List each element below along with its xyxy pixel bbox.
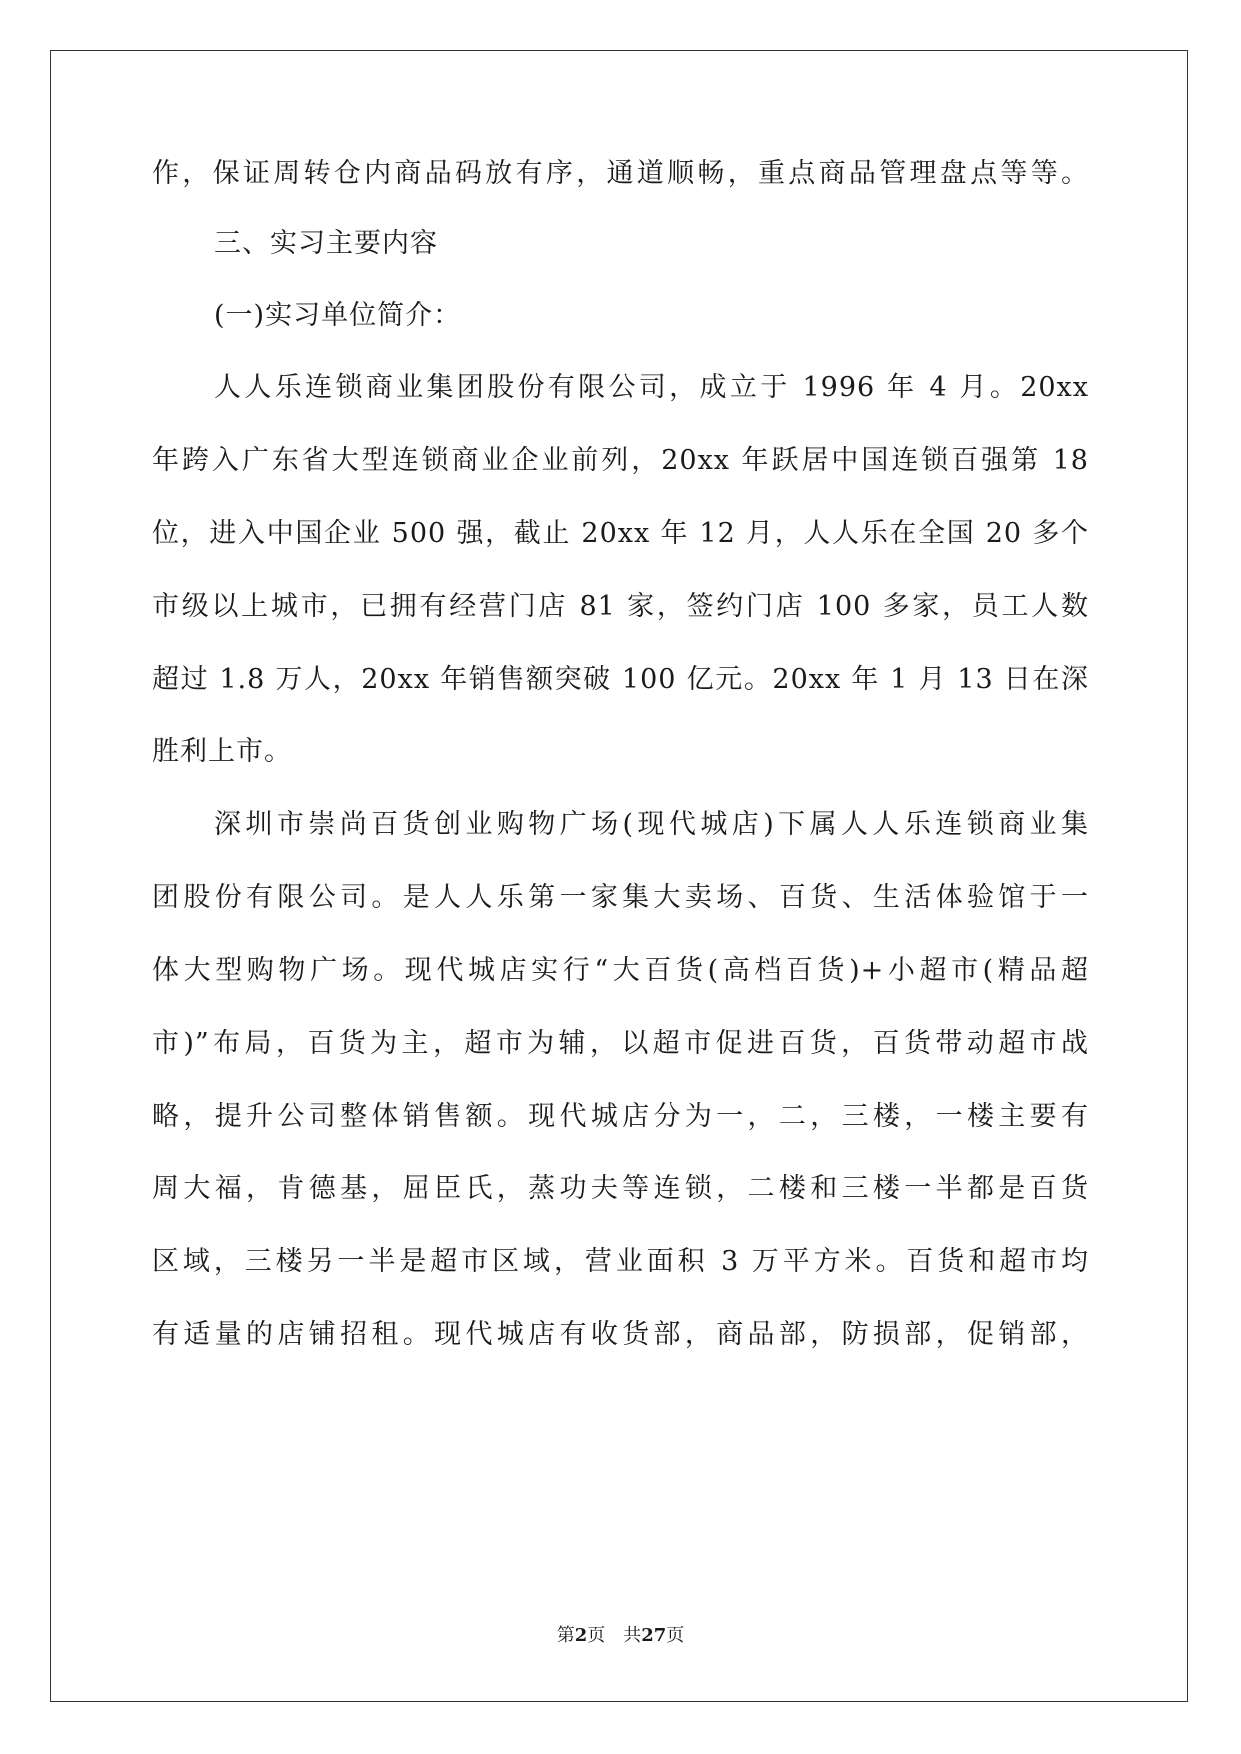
body-line-4: 人人乐连锁商业集团股份有限公司，成立于 1996 年 4 月。20xx xyxy=(214,372,1089,403)
body-line-12: 体大型购物广场。现代城店实行“大百货(高档百货)+小超市(精品超 xyxy=(152,955,1089,986)
footer-total-suffix: 页 xyxy=(666,1625,685,1646)
body-line-15: 周大福，肯德基，屈臣氏，蒸功夫等连锁，二楼和三楼一半都是百货 xyxy=(152,1173,1089,1204)
body-line-8: 超过 1.8 万人，20xx 年销售额突破 100 亿元。20xx 年 1 月 13 日在深 xyxy=(152,664,1089,695)
footer-total-pages: 27 xyxy=(641,1625,667,1646)
body-line-7: 市级以上城市，已拥有经营门店 81 家，签约门店 100 多家，员工人数 xyxy=(152,591,1089,622)
body-line-17: 有适量的店铺招租。现代城店有收货部，商品部，防损部，促销部， xyxy=(152,1319,1089,1350)
body-line-16: 区域，三楼另一半是超市区域，营业面积 3 万平方米。百货和超市均 xyxy=(152,1246,1089,1277)
body-line-5: 年跨入广东省大型连锁商业企业前列，20xx 年跃居中国连锁百强第 18 xyxy=(152,445,1089,476)
body-line-9: 胜利上市。 xyxy=(152,736,292,767)
footer-page-number: 2 xyxy=(574,1625,588,1646)
section-heading: 三、实习主要内容 xyxy=(214,228,438,259)
body-line-13: 市)”布局，百货为主，超市为辅，以超市促进百货，百货带动超市战 xyxy=(152,1028,1089,1059)
body-line-11: 团股份有限公司。是人人乐第一家集大卖场、百货、生活体验馆于一 xyxy=(152,882,1089,913)
body-line-6: 位，进入中国企业 500 强，截止 20xx 年 12 月，人人乐在全国 20 多个 xyxy=(152,518,1089,549)
body-line-1: 作，保证周转仓内商品码放有序，通道顺畅，重点商品管理盘点等等。 xyxy=(152,158,1089,189)
page-footer xyxy=(0,1624,1241,1648)
footer-total-prefix: 共 xyxy=(623,1625,642,1646)
footer-prefix: 第 xyxy=(556,1625,575,1646)
footer-page-suffix: 页 xyxy=(587,1625,606,1646)
body-line-14: 略，提升公司整体销售额。现代城店分为一，二，三楼，一楼主要有 xyxy=(152,1101,1089,1132)
subsection-heading: (一)实习单位简介： xyxy=(214,300,462,331)
body-line-10: 深圳市崇尚百货创业购物广场(现代城店)下属人人乐连锁商业集 xyxy=(214,809,1089,840)
